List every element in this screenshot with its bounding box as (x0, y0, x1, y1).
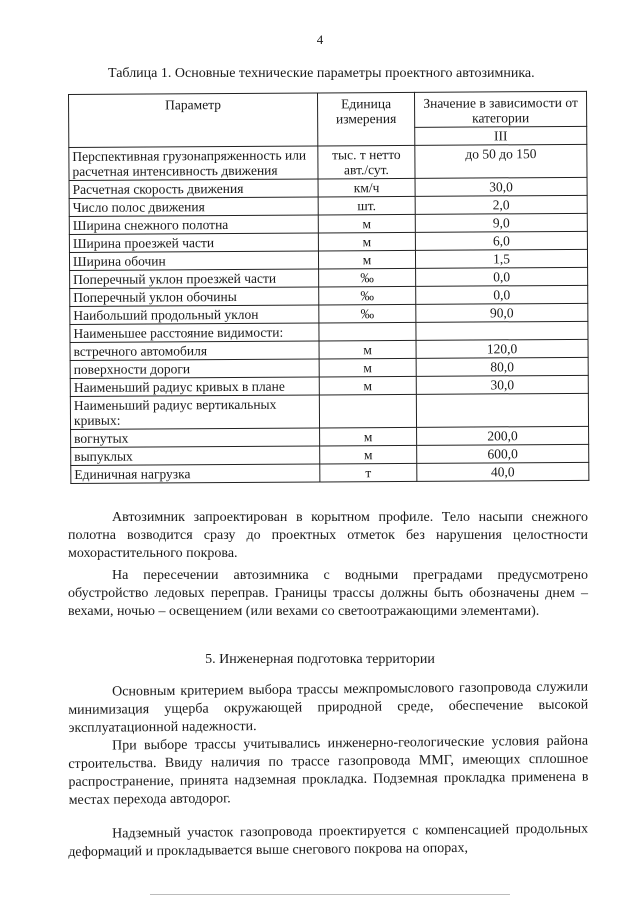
value-cell: 30,0 (415, 177, 587, 196)
parameters-table (68, 91, 589, 484)
unit-cell: м (319, 340, 416, 359)
value-cell: до 50 до 150 (415, 144, 587, 178)
table-row (71, 462, 589, 483)
paragraph-5-text: Надземный участок газопровода проектируется с компенсацией продольных деформаций и прокладывается выше снегового покрова на опорах, (68, 821, 589, 860)
table-body (69, 144, 589, 483)
param-cell: Наименьший радиус вертикальных кривых: (70, 395, 319, 430)
param-cell: Наименьший радиус кривых в плане (70, 377, 319, 397)
unit-cell: ‰ (319, 268, 416, 287)
param-cell: Перспективная грузонапряженность или расчетная интенсивность движения (69, 146, 318, 181)
unit-cell: м (320, 445, 417, 464)
unit-cell: ‰ (319, 286, 416, 305)
value-cell: 1,5 (415, 249, 587, 268)
unit-cell (319, 394, 416, 428)
unit-cell: м (320, 427, 417, 446)
value-cell: 9,0 (415, 213, 587, 232)
value-cell: 80,0 (416, 357, 588, 376)
param-cell: Расчетная скорость движения (69, 179, 318, 199)
paragraph-5 (68, 821, 588, 862)
param-cell: Поперечный уклон обочины (70, 287, 319, 307)
value-cell: 120,0 (416, 339, 588, 358)
page-bottom-edge (150, 894, 510, 895)
value-cell: 0,0 (416, 285, 588, 304)
section-title: 5. Инженерная подготовка территории (205, 652, 435, 667)
value-cell: 0,0 (416, 267, 588, 286)
paragraph-3 (68, 679, 589, 738)
header-category: III (415, 126, 587, 145)
value-cell (416, 321, 588, 340)
paragraph-2 (68, 567, 588, 621)
header-unit: Единица измерения (317, 92, 414, 146)
param-cell: встречного автомобиля (70, 341, 319, 361)
paragraph-1 (68, 509, 588, 563)
param-cell: поверхности дороги (70, 359, 319, 379)
value-cell: 40,0 (417, 462, 589, 481)
unit-cell: км/ч (318, 178, 415, 197)
unit-cell: м (318, 250, 415, 269)
paragraph-4 (68, 733, 589, 810)
paragraph-1-text: Автозимник запроектирован в корытном профиле. Тело насыпи снежного полотна возводится сразу до проектных отметок без нарушения целостности мохорастительного покрова. (68, 510, 588, 561)
unit-cell: т (320, 463, 417, 482)
value-cell: 200,0 (417, 426, 589, 445)
unit-cell: м (318, 214, 415, 233)
unit-cell: м (319, 358, 416, 377)
value-cell: 600,0 (417, 444, 589, 463)
table-row (70, 393, 588, 429)
paragraph-2-text: На пересечении автозимника с водными преградами предусмотрено обустройство ледовых переправ. Границы трассы должны быть обозначены днем – вехами, ночью – освещением (или вехами со светоотражающими элементами). (68, 568, 588, 619)
header-parameter: Параметр (69, 93, 318, 148)
header-value: Значение в зависимости от категории (414, 91, 586, 127)
param-cell: Наибольший продольный уклон (70, 305, 319, 325)
param-cell: Ширина снежного полотна (69, 215, 318, 235)
paragraph-3-text: Основным критерием выбора трассы межпромыслового газопровода служили минимизация ущерба окружающей природной среде, обеспечение высокой эксплуатационной надежности. (68, 679, 589, 736)
unit-cell: ‰ (319, 304, 416, 323)
param-cell: Единичная нагрузка (71, 464, 320, 484)
param-cell: вогнутых (71, 428, 320, 448)
value-cell: 2,0 (415, 195, 587, 214)
param-cell: Ширина проезжей части (69, 233, 318, 253)
value-cell (416, 393, 588, 427)
param-cell: выпуклых (71, 446, 320, 466)
page-number: 4 (316, 32, 324, 47)
unit-cell: м (318, 232, 415, 251)
param-cell: Наименьшее расстояние видимости: (70, 323, 319, 343)
value-cell: 6,0 (415, 231, 587, 250)
param-cell: Поперечный уклон проезжей части (70, 269, 319, 289)
unit-cell: тыс. т нетто авт./сут. (318, 145, 415, 179)
unit-cell: шт. (318, 196, 415, 215)
value-cell: 90,0 (416, 303, 588, 322)
table-caption: Таблица 1. Основные технические параметры проектного автозимника. (108, 66, 535, 81)
paragraph-4-text: При выборе трассы учитывались инженерно-геологические условия района строительства. Ввиду наличия по трассе газопровода ММГ, имеющих сплошное распространение, принята надземная прокладка. Подземная прокладка применена в местах перехода автодорог. (68, 733, 589, 808)
param-cell: Ширина обочин (69, 251, 318, 271)
unit-cell (319, 322, 416, 341)
param-cell: Число полос движения (69, 197, 318, 217)
unit-cell: м (319, 376, 416, 395)
table-row (69, 144, 587, 180)
table-header-row (69, 91, 587, 129)
value-cell: 30,0 (416, 375, 588, 394)
